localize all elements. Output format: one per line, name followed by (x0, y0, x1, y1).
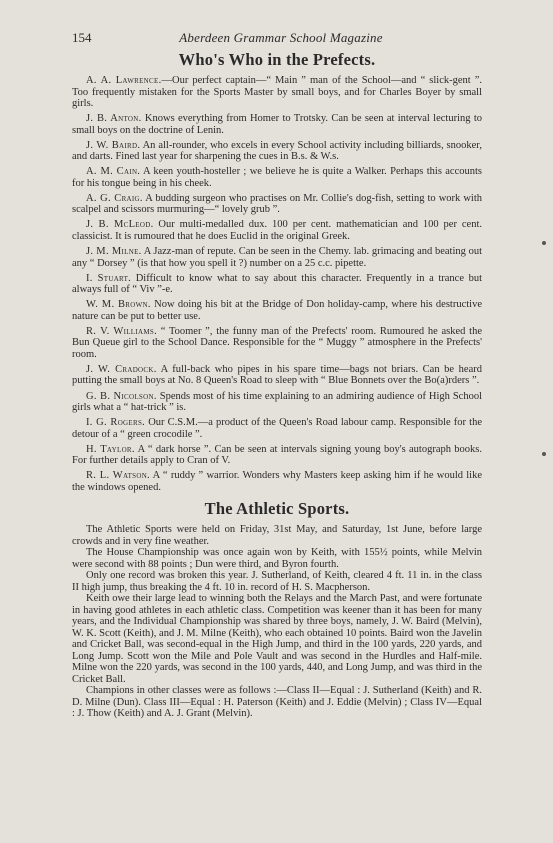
prefect-description: Spends most of his time explaining to an admiring audience of High School girls what a “ hat-trick ” is. (72, 390, 483, 414)
prefect-name: W. M. Brown. (86, 299, 151, 311)
prefect-entry (72, 166, 482, 189)
prefect-name: J. M. Milne. (86, 246, 142, 258)
prefect-description: A budding surgeon who practises on Mr. Collie's dog-fish, setting to work with scalpel and scissors murmuring—“ lovely grub ”. (72, 192, 482, 216)
prefect-description: A full-back who pipes in his spare time—bags not briars. Can be heard putting the small boys at No. 8 Queen's Road to sleep with “ Blue Bonnets over the Bo(a)rders ”. (72, 363, 482, 387)
prefect-name: R. V. Williams. (86, 325, 157, 337)
prefect-description: Our multi-medalled dux. 100 per cent. mathematician and 100 per cent. classicist. It is rumoured that he does Euclid in the original Greek. (72, 219, 483, 242)
margin-speck (542, 452, 546, 456)
prefect-entry (72, 140, 482, 163)
prefect-entry (72, 391, 482, 414)
sports-section (72, 524, 482, 720)
prefect-name: I. Stuart. (86, 272, 132, 284)
sports-paragraph: Champions in other classes were as follows :—Class II—Equal : J. Sutherland (Keith) and R. D. Milne (Dun). Class III—Equal : H. Paterson (Keith) and J. Eddie (Melvin) ; Class IV—Equal : J. Thow (Keith) and A. J. Grant (Melvin). (72, 685, 482, 720)
sports-paragraph: Keith owe their large lead to winning both the Relays and the March Past, and were fortunate in having good athletes in each athletic class. Competition was keener than it has been for many years, and the Individual Championship was shared by three boys, namely, J. W. Baird (Melvin), W. K. Scott (Keith), and J. M. Milne (Keith), who each obtained 10 points. Baird won the Javelin and Cricket Ball, was second-equal in the High Jump, and third in the 100 yards, 220 yards, and Long Jump. Scott won the Mile and Pole Vault and was second in the Hurdles and Half-mile. Milne won the 220 yards, was second in the 100 yards, 440, and Long Jump, and was third in the Cricket Ball. (72, 593, 482, 685)
prefect-entry (72, 299, 482, 322)
prefect-entry (72, 470, 482, 493)
sports-paragraph: The House Championship was once again won by Keith, with 155½ points, while Melvin were second with 88 points ; Dun were third, and Byron fourth. (72, 547, 482, 570)
prefect-description: Our C.S.M.—a product of the Queen's Road labour camp. Responsible for the detour of a “ green crocodile ”. (72, 417, 482, 440)
prefect-entry (72, 417, 482, 440)
sports-heading: The Athletic Sports. (204, 499, 350, 519)
prefect-entry (72, 326, 482, 361)
prefect-entry (72, 75, 482, 110)
prefect-name: A. A. Lawrence. (86, 75, 162, 86)
prefect-name: J. B. Anton. (86, 113, 142, 125)
prefect-entry (72, 444, 482, 467)
prefect-name: I. G. Rogers. (86, 417, 146, 429)
prefect-name: A. M. Cain. (86, 166, 141, 178)
prefect-name: R. L. Watson. (86, 470, 150, 482)
page-number: 154 (72, 30, 92, 45)
prefects-heading: Who's Who in the Prefects. (178, 50, 376, 69)
prefect-entry (72, 219, 482, 242)
prefect-description: —Our perfect captain—“ Main ” man of the School—and “ slick-gent ”. Too frequently mistaken for the Sports Master by small boys, and for Charles Boyer by small girls. (72, 75, 482, 109)
prefect-description: A “ dark horse ”. Can be seen at intervals signing young boy's autograph books. For further details apply to Cran of V. (72, 443, 482, 467)
prefect-description: Difficult to know what to say about this character. Frequently in a trance but always full of “ Viv ”-e. (72, 272, 482, 296)
prefect-description: Now doing his bit at the Bridge of Don holiday-camp, where his destructive nature can be put to better use. (72, 299, 482, 322)
publication-title: Aberdeen Grammar School Magazine (179, 30, 383, 45)
prefect-name: J. B. McLeod. (86, 219, 154, 231)
margin-speck (542, 241, 546, 245)
prefect-name: H. Taylor. (86, 443, 135, 455)
prefect-description: A “ ruddy ” warrior. Wonders why Masters keep asking him if he would like the windows opened. (72, 470, 482, 493)
prefect-entry (72, 273, 482, 296)
prefect-description: A keen youth-hosteller ; we believe he is quite a Walker. Perhaps this accounts for his tongue being in his cheek. (72, 166, 482, 189)
prefects-section (72, 75, 482, 493)
prefect-name: A. G. Craig. (86, 192, 143, 204)
sports-paragraph: The Athletic Sports were held on Friday, 31st May, and Saturday, 1st June, before large crowds and in very fine weather. (72, 524, 482, 547)
prefect-name: J. W. Baird. (86, 139, 141, 151)
prefect-entry (72, 364, 482, 387)
prefect-entry (72, 246, 482, 269)
prefect-description: A Jazz-man of repute. Can be seen in the Chemy. lab. grimacing and beating out any “ Dorsey ” (is that how you spell it ?) number on a 25 c.c. pipette. (72, 246, 482, 269)
prefect-description: “ Toomer ”, the funny man of the Prefects' room. Rumoured he asked the Bun Queue girl to the School Dance. Responsible for the “ Muggy ” atmosphere in the Prefects' room. (72, 325, 482, 360)
prefect-entry (72, 113, 482, 136)
prefect-name: G. B. Nicolson. (86, 390, 157, 402)
prefect-name: J. W. Cradock. (86, 363, 157, 375)
prefect-description: An all-rounder, who excels in every School activity including billiards, snooker, and darts. Fined last year for sharpening the cues in B.s. & W.s. (72, 139, 482, 163)
prefect-description: Knows everything from Homer to Trotsky. Can be seen at interval lecturing to small boys on the doctrine of Lenin. (72, 113, 482, 136)
prefect-entry (72, 193, 482, 216)
sports-paragraph: Only one record was broken this year. J. Sutherland, of Keith, cleared 4 ft. 11 in. in the class II high jump, thus breaking the 4 ft. 10 in. record of H. S. Macpherson. (72, 570, 482, 593)
page-content (72, 50, 482, 720)
